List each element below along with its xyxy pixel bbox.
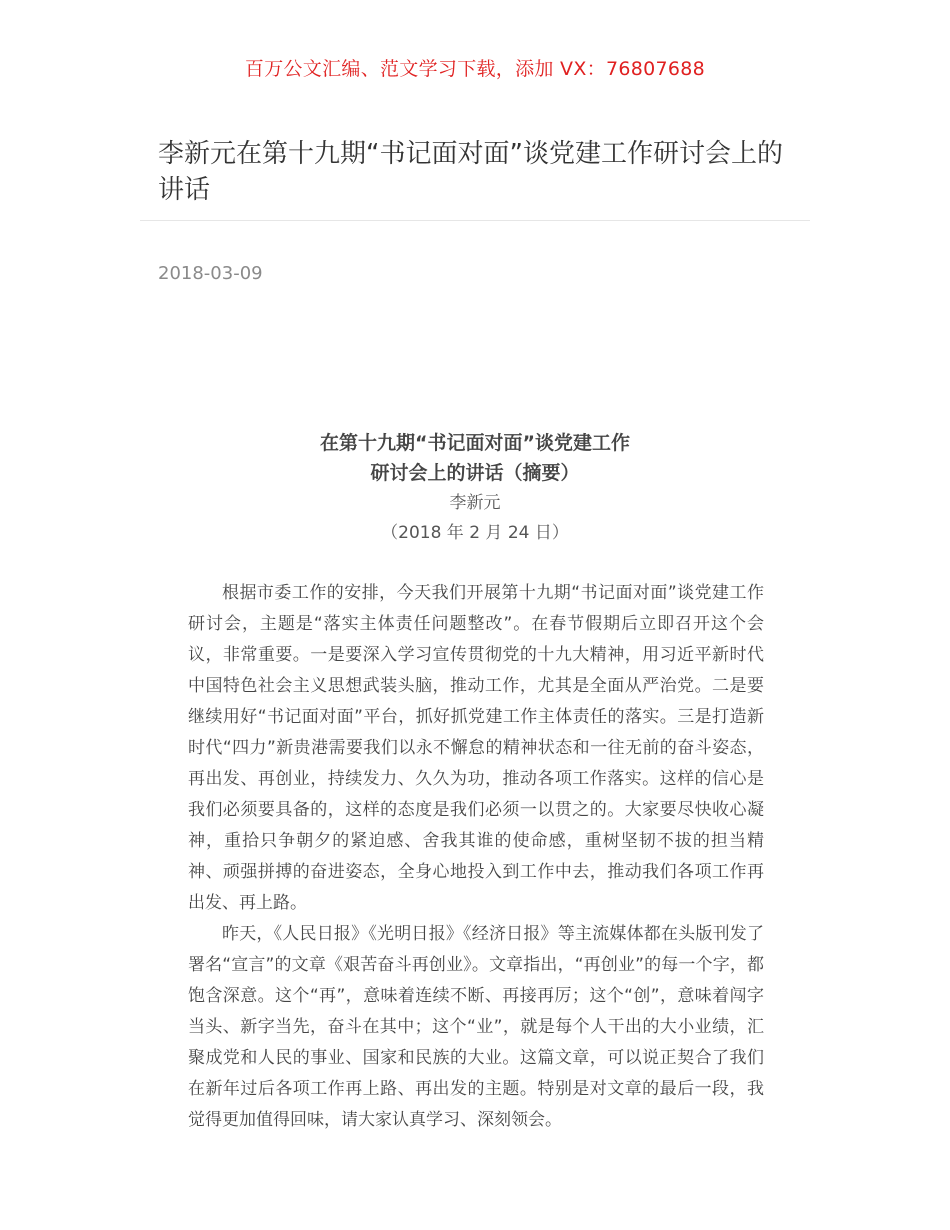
body-paragraph-2: 昨天，《人民日报》《光明日报》《经济日报》等主流媒体都在头版刊发了署名“宣言”的文章《艰苦奋斗再创业》。文章指出，“再创业”的每一个字，都饱含深意。这个“再”，意味着连续不断、再接再厉；这个“创”，意味着闯字当头、新字当先，奋斗在其中；这个“业”，就是每个人干出的大小业绩，汇聚成党和人民的事业、国家和民族的大业。这篇文章，可以说正契合了我们在新年过后各项工作再上路、再出发的主题。特别是对文章的最后一段，我觉得更加值得回味，请大家认真学习、深刻领会。 <box>188 924 764 1130</box>
speech-date: （2018 年 2 月 24 日） <box>381 523 569 543</box>
speech-title-line-1: 在第十九期“书记面对面”谈党建工作 <box>320 432 630 454</box>
title-divider <box>140 220 810 221</box>
body-paragraph-1: 根据市委工作的安排，今天我们开展第十九期“书记面对面”谈党建工作研讨会，主题是“落实主体责任问题整改”。在春节假期后立即召开这个会议，非常重要。一是要深入学习宣传贯彻党的十九大精神，用习近平新时代中国特色社会主义思想武装头脑，推动工作，尤其是全面从严治党。二是要继续用好“书记面对面”平台，抓好抓党建工作主体责任的落实。三是打造新时代“四力”新贵港需要我们以永不懈怠的精神状态和一往无前的奋斗姿态，再出发、再创业，持续发力、久久为功，推动各项工作落实。这样的信心是我们必须要具备的，这样的态度是我们必须一以贯之的。大家要尽快收心凝神，重拾只争朝夕的紧迫感、舍我其谁的使命感，重树坚韧不拔的担当精神、顽强拼搏的奋进姿态，全身心地投入到工作中去，推动我们各项工作再出发、再上路。 <box>188 583 764 913</box>
speech-header <box>0 428 950 548</box>
speech-title-line-2: 研讨会上的讲话（摘要） <box>370 462 580 484</box>
speech-body <box>188 578 764 1136</box>
promo-banner: 百万公文汇编、范文学习下载，添加 VX：76807688 <box>244 58 706 80</box>
article-title: 李新元在第十九期“书记面对面”谈党建工作研讨会上的讲话 <box>158 139 783 205</box>
publish-date: 2018-03-09 <box>158 263 263 284</box>
speech-author: 李新元 <box>449 493 501 513</box>
